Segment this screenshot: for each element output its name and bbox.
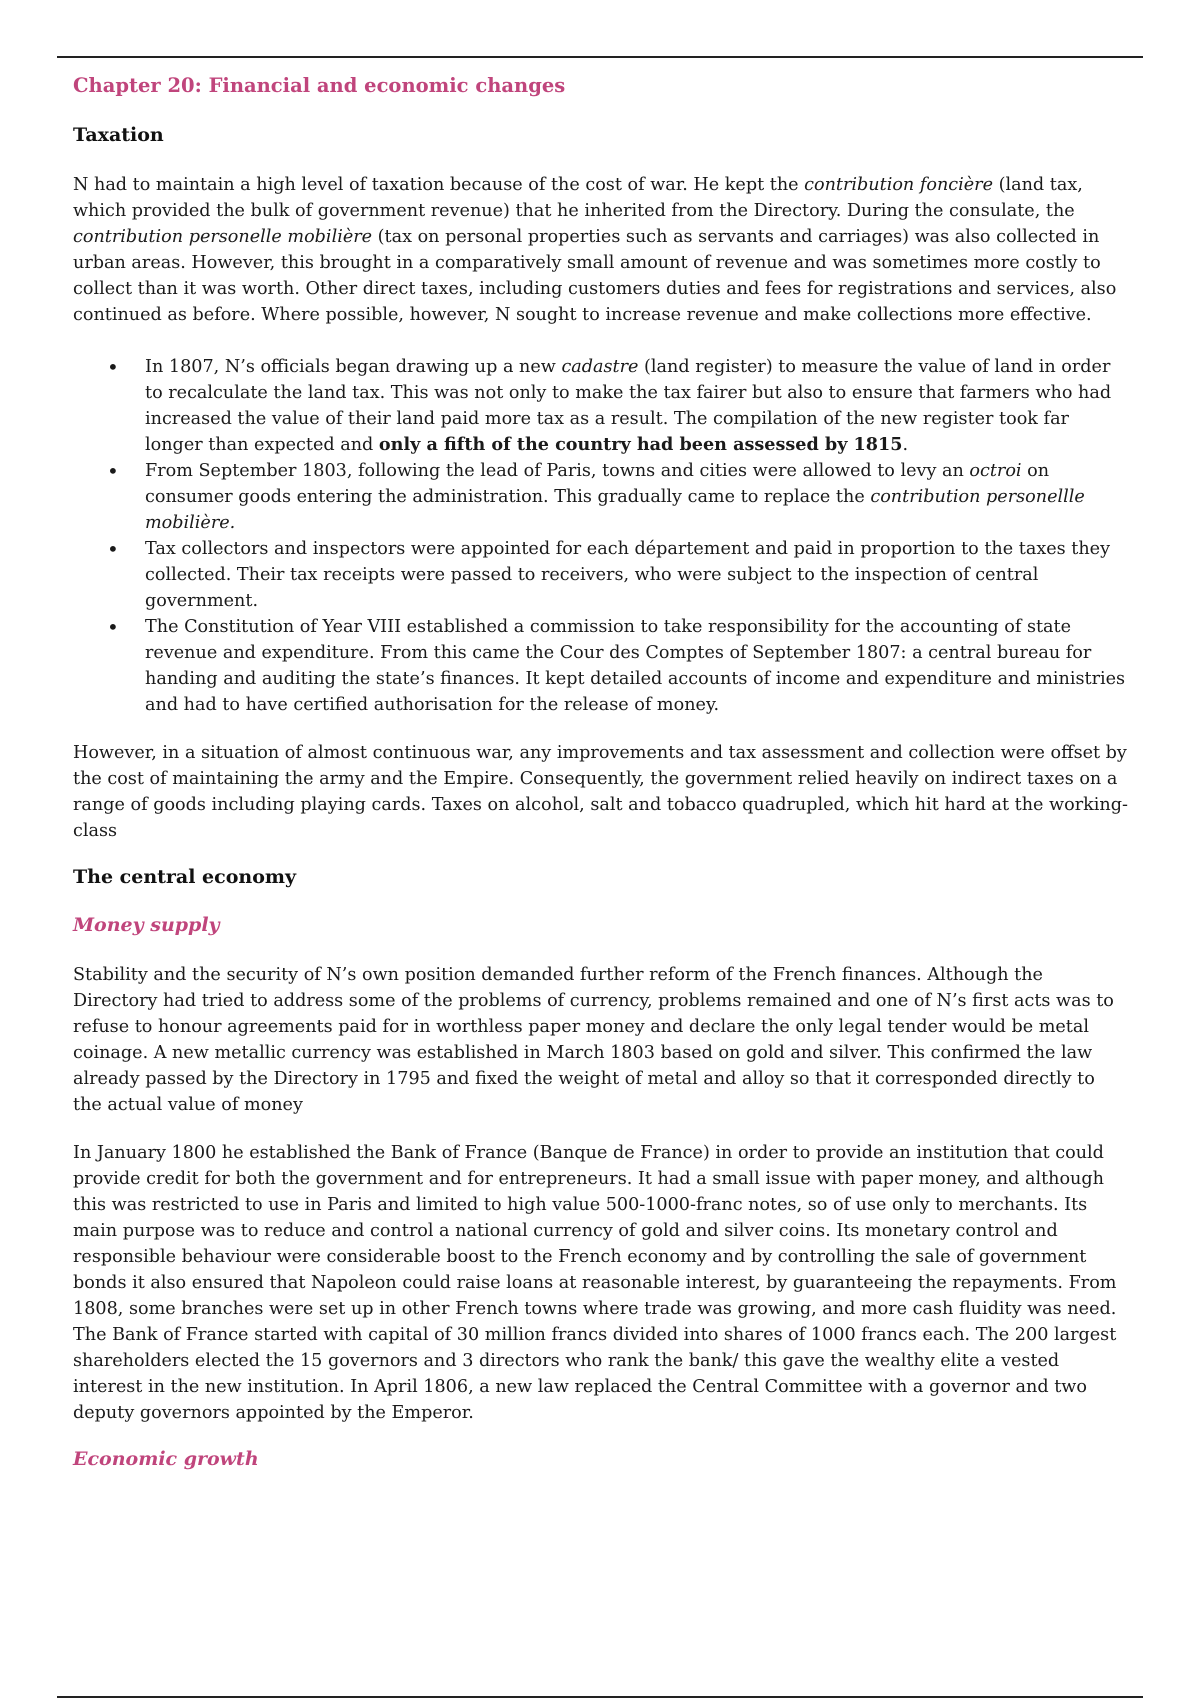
bold-emphasis: only a fifth of the country had been assessed by 1815	[378, 434, 903, 455]
term-cadastre: cadastre	[561, 357, 639, 377]
bullet-item-constitution: • The Constitution of Year VIII established a commission to take responsibility for the accounting of state revenue and expenditure. From this came the Cour des Comptes of September 1807: a central bureau for handing and auditing the state’s finances. It kept detailed accounts of income and expenditure and ministries and had to have certified authorisation for the release of money.	[73, 614, 1129, 718]
money-supply-paragraph-2: In January 1800 he established the Bank of France (Banque de France) in order to provide an institution that could provide credit for both the government and for entrepreneurs. It had a small issue with paper money, and although this was restricted to use in Paris and limited to high value 500-1000-franc notes, so of use only to merchants. Its main purpose was to reduce and control a national currency of gold and silver coins. Its monetary control and responsible behaviour were considerable boost to the French economy and by controlling the sale of government bonds it also ensured that Napoleon could raise loans at reasonable interest, by guaranteeing the repayments. From 1808, some branches were set up in other French towns where trade was growing, and more cash fluidity was need. The Bank of France started with capital of 30 million francs divided into shares of 1000 francs each. The 200 largest shareholders elected the 15 governors and 3 directors who rank the bank/ this gave the wealthy elite a vested interest in the new institution. In April 1806, a new law replaced the Central Committee with a governor and two deputy governors appointed by the Emperor.	[73, 1143, 1117, 1423]
term-contribution-fonciere: contribution foncière	[804, 175, 993, 195]
taxation-bullet-list	[73, 354, 1129, 718]
document-page	[73, 70, 1129, 1474]
top-rule	[57, 56, 1143, 58]
term-contribution-personellle: contribution personellle mobilière.	[145, 487, 1085, 533]
term-octroi: octroi	[969, 461, 1022, 481]
money-supply-heading: Money supply	[73, 914, 220, 936]
taxation-conclusion-paragraph: However, in a situation of almost continuous war, any improvements and tax assessment and collection were offset by the cost of maintaining the army and the Empire. Consequently, the government relied heavily on indirect taxes on a range of goods including playing cards. Taxes on alcohol, salt and tobacco quadrupled, which hit hard at the working-class	[73, 743, 1128, 841]
chapter-title: Chapter 20: Financial and economic changes	[73, 74, 566, 97]
economic-growth-heading: Economic growth	[73, 1448, 259, 1470]
central-economy-heading: The central economy	[73, 866, 297, 888]
taxation-heading: Taxation	[73, 124, 164, 146]
bullet-item-cadastre: • In 1807, N’s officials began drawing up a new cadastre (land register) to measure the value of land in order to recalculate the land tax. This was not only to make the tax fairer but also to ensure that farmers who had increased the value of their land paid more tax as a result. The compilation of the new register took far longer than expected and only a fifth of the country had been assessed by 1815.	[73, 354, 1129, 458]
money-supply-paragraph-1: Stability and the security of N’s own position demanded further reform of the French finances. Although the Directory had tried to address some of the problems of currency, problems remained and one of N’s first acts was to refuse to honour agreements paid for in worthless paper money and declare the only legal tender would be metal coinage. A new metallic currency was established in March 1803 based on gold and silver. This confirmed the law already passed by the Directory in 1795 and fixed the weight of metal and alloy so that it corresponded directly to the actual value of money	[73, 965, 1114, 1115]
bullet-item-tax-collectors: • Tax collectors and inspectors were appointed for each département and paid in proportion to the taxes they collected. Their tax receipts were passed to receivers, who were subject to the inspection of central government.	[73, 536, 1129, 614]
taxation-intro-paragraph: N had to maintain a high level of taxation because of the cost of war. He kept the contribution foncière (land tax, which provided the bulk of government revenue) that he inherited from the Directory. During the consulate, the contribution personelle mobilière (tax on personal properties such as servants and carriages) was also collected in urban areas. However, this brought in a comparatively small amount of revenue and was sometimes more costly to collect than it was worth. Other direct taxes, including customers duties and fees for registrations and services, also continued as before. Where possible, however, N sought to increase revenue and make collections more effective.	[73, 175, 1117, 325]
term-contribution-personelle: contribution personelle mobilière	[73, 227, 373, 247]
bottom-rule	[57, 1696, 1143, 1698]
bullet-item-octroi: • From September 1803, following the lead of Paris, towns and cities were allowed to levy an octroi on consumer goods entering the administration. This gradually came to replace the contribution personellle mobilière.	[73, 458, 1129, 536]
